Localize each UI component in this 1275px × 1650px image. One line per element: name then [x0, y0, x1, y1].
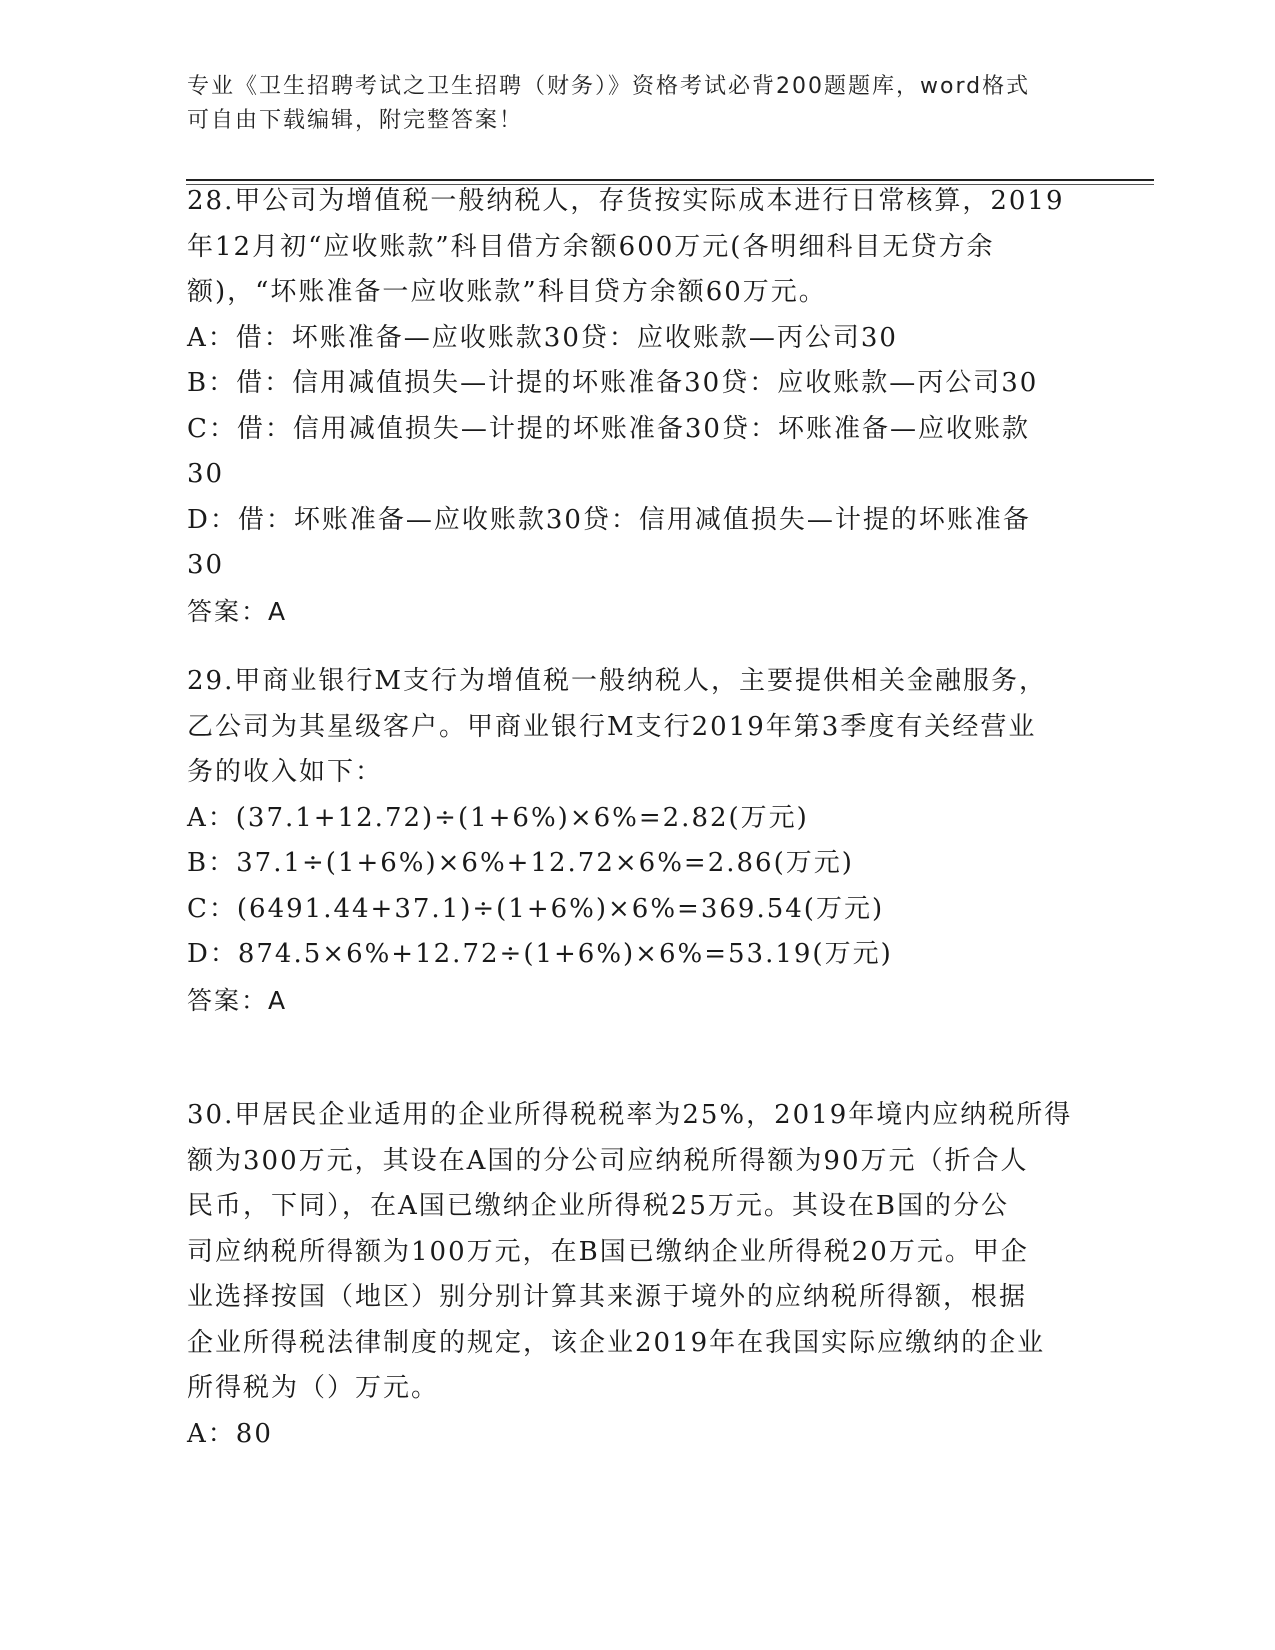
option-a: A：80 [187, 1418, 273, 1449]
answer-label: 答案：A [187, 985, 288, 1015]
question-text-line: 司应纳税所得额为100万元，在B国已缴纳企业所得税20万元。甲企 [187, 1236, 1029, 1267]
document-header [187, 70, 1087, 138]
question-text-line: 额为300万元，其设在A国的分公司应纳税所得额为90万元（折合人 [187, 1145, 1029, 1176]
option-b: B：37.1÷(1+6%)×6%+12.72×6%=2.86(万元) [187, 848, 854, 878]
question-30 [187, 1093, 1087, 1457]
question-text-line: 民币，下同），在A国已缴纳企业所得税25万元。其设在B国的分公 [187, 1191, 1009, 1221]
question-text-line: 乙公司为其星级客户。甲商业银行M支行2019年第3季度有关经营业 [187, 711, 1037, 742]
question-29 [187, 659, 1087, 1023]
question-text-line: 所得税为（）万元。 [187, 1373, 440, 1403]
option-d: D：借：坏账准备—应收账款30贷：信用减值损失—计提的坏账准备 [187, 504, 1031, 535]
option-c: C：(6491.44+37.1)÷(1+6%)×6%=369.54(万元) [187, 893, 885, 924]
answer-label: 答案：A [187, 596, 288, 626]
question-text-line: 28.甲公司为增值税一般纳税人，存货按实际成本进行日常核算，2019 [187, 186, 1065, 216]
option-d: D：874.5×6%+12.72÷(1+6%)×6%=53.19(万元) [187, 939, 893, 969]
question-text-line: 企业所得税法律制度的规定，该企业2019年在我国实际应缴纳的企业 [187, 1327, 1046, 1358]
question-text-line: 30.甲居民企业适用的企业所得税税率为25%，2019年境内应纳税所得 [187, 1100, 1073, 1130]
question-text-line: 年12月初“应收账款”科目借方余额600万元(各明细科目无贷方余 [187, 231, 995, 262]
question-text-line: 务的收入如下： [187, 757, 384, 787]
question-28 [187, 179, 1087, 634]
question-text-line: 29.甲商业银行M支行为增值税一般纳税人，主要提供相关金融服务， [187, 666, 1047, 696]
question-text-line: 业选择按国（地区）别分别计算其来源于境外的应纳税所得额，根据 [187, 1282, 1028, 1312]
option-c-continued: 30 [187, 459, 225, 489]
option-a: A：(37.1+12.72)÷(1+6%)×6%=2.82(万元) [187, 802, 809, 833]
option-c: C：借：信用减值损失—计提的坏账准备30贷：坏账准备—应收账款 [187, 413, 1030, 444]
question-text-line: 额)，“坏账准备一应收账款”科目贷方余额60万元。 [187, 277, 827, 307]
option-d-continued: 30 [187, 550, 225, 580]
header-line-1: 专业《卫生招聘考试之卫生招聘（财务）》资格考试必背200题题库，word格式 [187, 74, 1031, 99]
header-line-2: 可自由下载编辑，附完整答案！ [187, 108, 524, 133]
option-b: B：借：信用减值损失—计提的坏账准备30贷：应收账款—丙公司30 [187, 368, 1039, 398]
option-a: A：借：坏账准备—应收账款30贷：应收账款—丙公司30 [187, 322, 898, 353]
